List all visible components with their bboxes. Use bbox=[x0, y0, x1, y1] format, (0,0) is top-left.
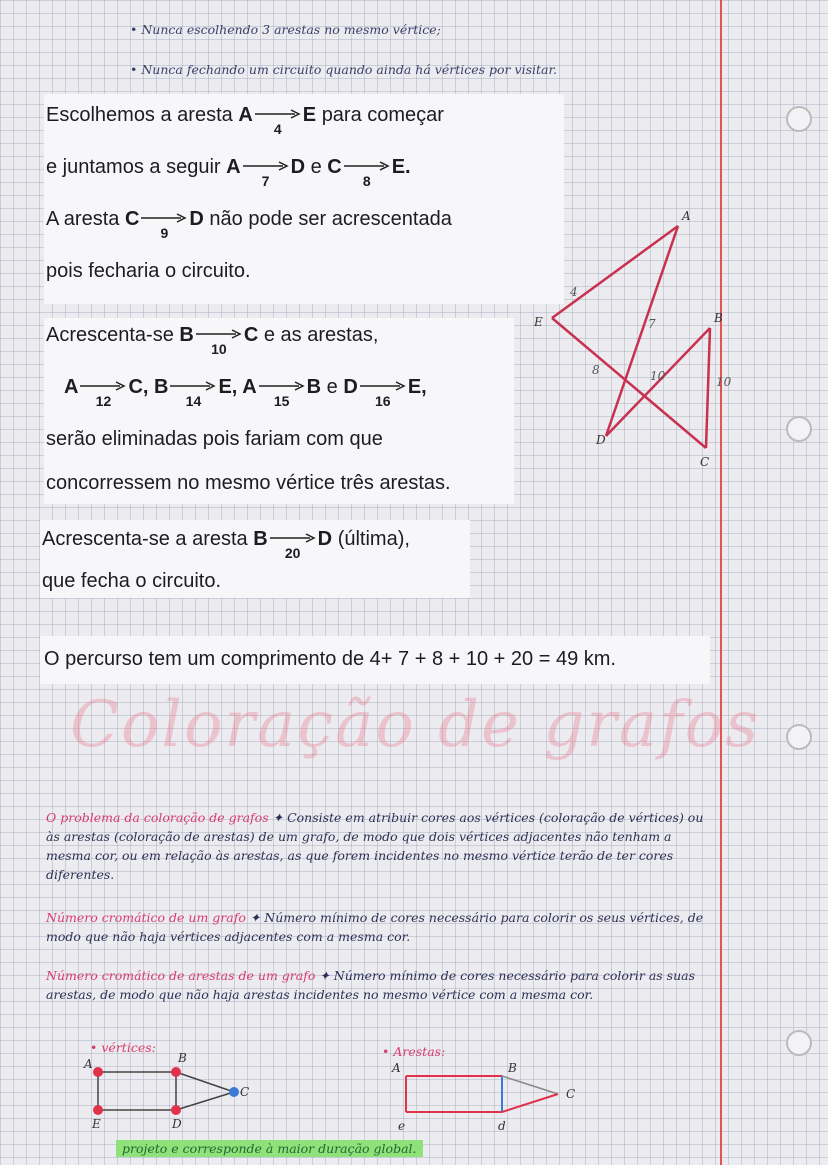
vertex-label: A bbox=[682, 209, 691, 223]
vertex-coloring-diagram bbox=[80, 1050, 260, 1130]
graph-diagram bbox=[520, 200, 740, 480]
edge-label: 10 bbox=[716, 375, 732, 389]
vertex-label: D bbox=[172, 1117, 182, 1130]
vertex-label: D bbox=[596, 433, 606, 447]
edge-coloring-diagram bbox=[386, 1054, 586, 1134]
vertex-label: B bbox=[714, 311, 723, 325]
footer-highlight: projeto e corresponde à maior duração global. bbox=[116, 1140, 423, 1157]
vertex-label: C bbox=[700, 455, 710, 469]
paragraph-numero-cromatico: Número cromático de um grafo ✦ Número mínimo de cores necessário para colorir os seus vértices, de modo que não haja vértices adjacentes com a mesma cor. bbox=[46, 910, 704, 944]
print-line-10: que fecha o circuito. bbox=[42, 570, 221, 592]
binder-hole bbox=[786, 416, 812, 442]
edge-label: 10 bbox=[650, 369, 666, 383]
paragraph-coloracao: O problema da coloração de grafos ✦ Consiste em atribuir cores aos vértices (coloração de vértices) ou às arestas (coloração de arestas) de um grafo, de modo que dois vértices adjacentes não tenham a mesma cor, ou em relação às arestas, as que forem incidentes no mesmo vértice terão de ter cores diferentes. bbox=[46, 810, 704, 882]
print-line-7: serão eliminadas pois fariam com que bbox=[46, 428, 383, 450]
print-line-11: O percurso tem um comprimento de 4+ 7 + 8 + 10 + 20 = 49 km. bbox=[44, 648, 616, 670]
binder-hole bbox=[786, 106, 812, 132]
edge-E-C bbox=[552, 318, 706, 448]
vertex-label: e bbox=[398, 1119, 406, 1133]
binder-hole bbox=[786, 1030, 812, 1056]
vertex-label: B bbox=[508, 1061, 517, 1075]
edge-label: 4 bbox=[570, 285, 578, 299]
print-line-3: A aresta C 9 D não pode ser acrescentada bbox=[46, 208, 452, 241]
note-top-1: • Nunca escolhendo 3 arestas no mesmo vértice; bbox=[130, 22, 441, 37]
print-line-2: e juntamos a seguir A 7 D e C 8 E. bbox=[46, 156, 411, 189]
label-arestas-example: • Arestas: bbox=[382, 1044, 446, 1059]
label-vertices-example: • vértices: bbox=[90, 1040, 156, 1055]
binder-hole bbox=[786, 724, 812, 750]
vertex-label: C bbox=[566, 1087, 576, 1101]
margin-line bbox=[720, 0, 722, 1165]
print-line-6: A 12 C, B 14 E, A 15 B e D 16 E, bbox=[64, 376, 427, 409]
print-line-5: Acrescenta-se B 10 C e as arestas, bbox=[46, 324, 379, 357]
vertex-label: A bbox=[84, 1057, 93, 1071]
edge-A-E bbox=[552, 226, 678, 318]
paragraph-numero-cromatico-arestas: Número cromático de arestas de um grafo ✦ Número mínimo de cores necessário para colorir as suas arestas, de modo que não haja arestas incidentes no mesmo vértice com a mesma cor. bbox=[46, 968, 696, 1002]
vertex-label: E bbox=[92, 1117, 101, 1130]
vertex-label: C bbox=[240, 1085, 250, 1099]
print-line-1: Escolhemos a aresta A 4 E para começar bbox=[46, 104, 444, 137]
vertex-label: A bbox=[392, 1061, 401, 1075]
print-line-8: concorressem no mesmo vértice três arestas. bbox=[46, 472, 451, 494]
section-title: Coloração de grafos bbox=[70, 688, 761, 762]
edge-A-D bbox=[606, 226, 678, 436]
print-line-9: Acrescenta-se a aresta B 20 D (última), bbox=[42, 528, 410, 561]
print-line-4: pois fecharia o circuito. bbox=[46, 260, 251, 282]
edge-label: 7 bbox=[648, 317, 656, 331]
vertex-label: B bbox=[178, 1051, 187, 1065]
edge-label: 8 bbox=[592, 363, 600, 377]
edge-B-C bbox=[706, 328, 710, 448]
vertex-label: d bbox=[498, 1119, 506, 1133]
vertex-label: E bbox=[534, 315, 543, 329]
note-top-2: • Nunca fechando um circuito quando ainda há vértices por visitar. bbox=[130, 62, 558, 77]
